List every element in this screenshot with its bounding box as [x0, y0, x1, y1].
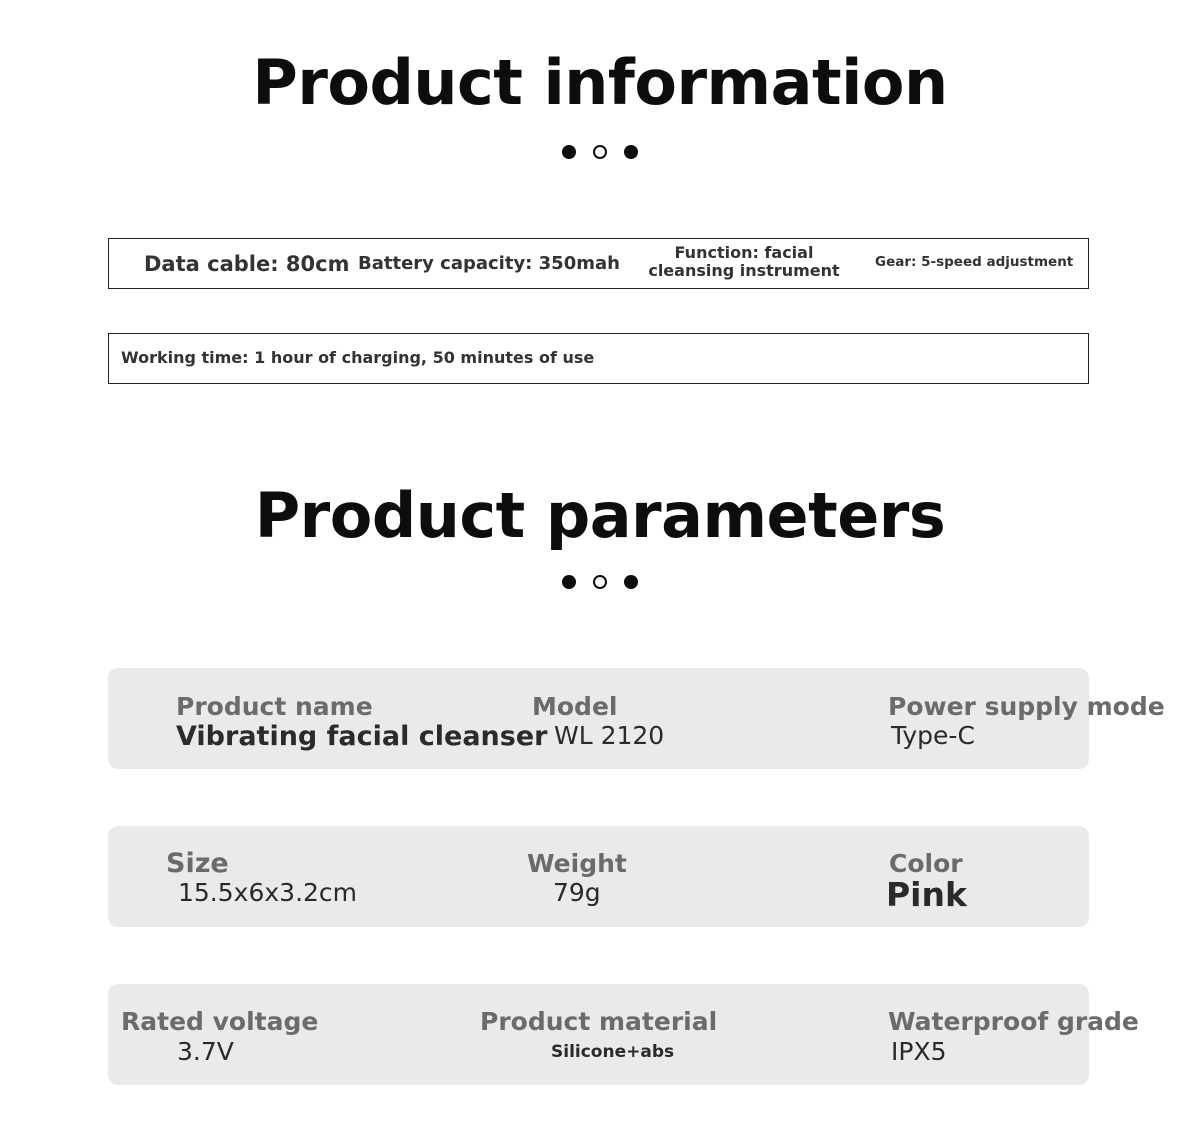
param-label-product-material: Product material [480, 1007, 718, 1036]
spec-function [644, 244, 844, 279]
spec-gear: Gear: 5-speed adjustment [875, 254, 1074, 270]
param-value-rated-voltage: 3.7V [177, 1037, 234, 1066]
param-label-rated-voltage: Rated voltage [121, 1007, 319, 1036]
param-value-size: 15.5x6x3.2cm [178, 878, 358, 907]
param-label-weight: Weight [527, 849, 627, 878]
param-value-product-name: Vibrating facial cleanser [176, 721, 548, 752]
spec-battery-capacity: Battery capacity: 350mah [358, 253, 620, 274]
spec-function-line-1: Function: facial [674, 243, 814, 262]
spec-working-time: Working time: 1 hour of charging, 50 minutes of use [121, 348, 595, 367]
param-label-power-supply-mode: Power supply mode [888, 692, 1165, 721]
product-information-title: Product information [252, 46, 948, 119]
title-divider-dots [560, 145, 640, 161]
spec-box-secondary [108, 333, 1089, 384]
spec-function-line-2: cleansing instrument [648, 260, 840, 280]
filled-dot-icon [624, 575, 638, 589]
filled-dot-icon [624, 145, 638, 159]
param-value-color: Pink [886, 875, 967, 914]
spec-box-primary [108, 238, 1089, 289]
param-value-product-material: Silicone+abs [551, 1042, 675, 1062]
param-label-waterproof-grade: Waterproof grade [888, 1007, 1139, 1036]
title-divider-dots [560, 575, 640, 591]
param-value-power-supply-mode: Type-C [891, 721, 975, 750]
product-parameters-title: Product parameters [254, 479, 946, 552]
filled-dot-icon [562, 145, 576, 159]
param-label-model: Model [532, 692, 618, 721]
filled-dot-icon [562, 575, 576, 589]
param-value-waterproof-grade: IPX5 [891, 1037, 947, 1066]
param-label-color: Color [889, 849, 963, 878]
hollow-dot-icon [593, 575, 607, 589]
param-value-model: WL 2120 [554, 721, 665, 750]
spec-data-cable: Data cable: 80cm [144, 252, 350, 276]
hollow-dot-icon [593, 145, 607, 159]
param-label-size: Size [166, 848, 229, 879]
param-value-weight: 79g [553, 878, 601, 907]
param-label-product-name: Product name [176, 692, 373, 721]
